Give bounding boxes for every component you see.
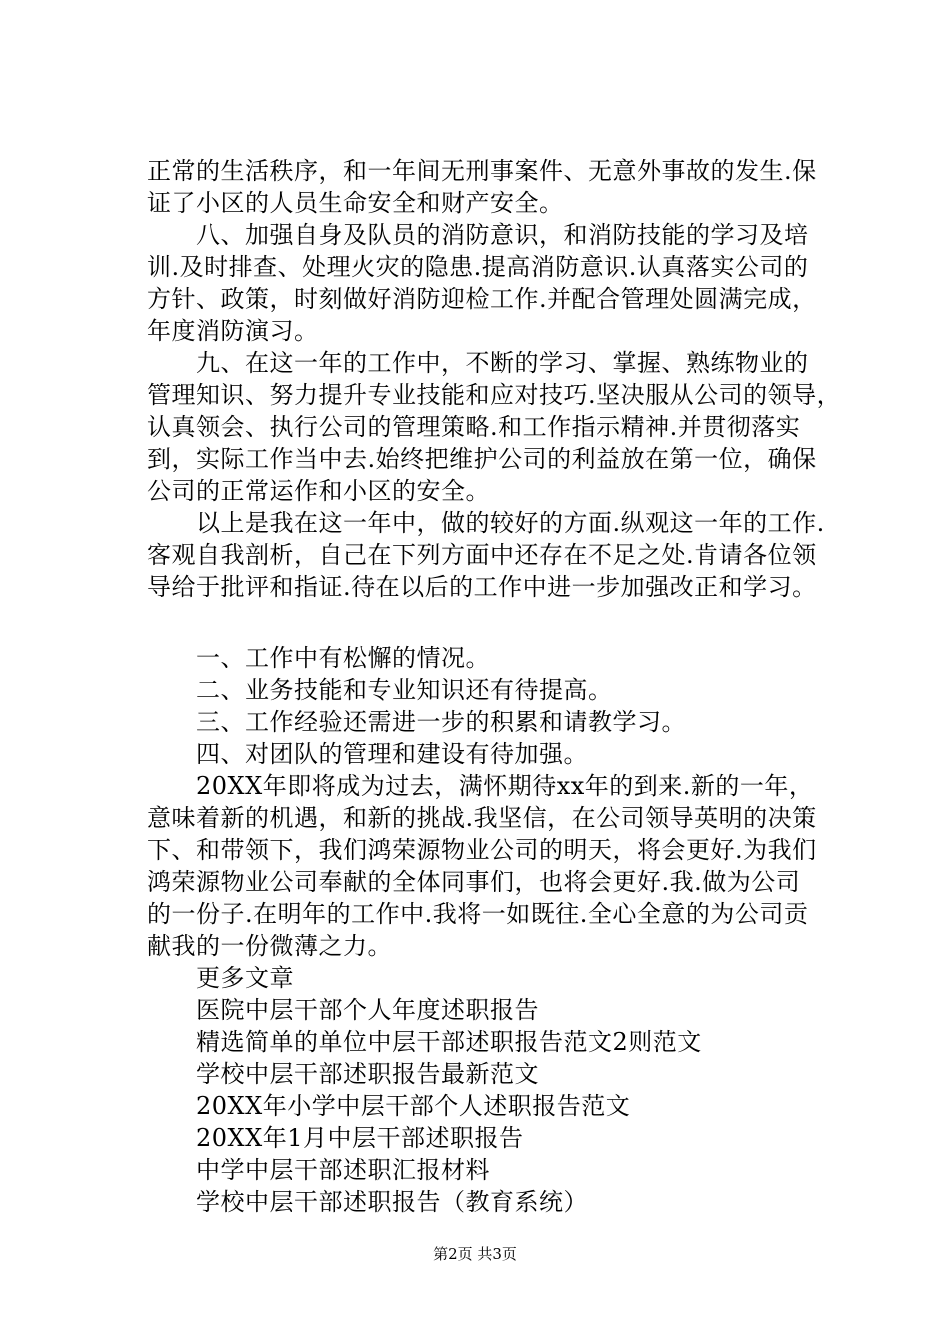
text-line: 方针、政策，时刻做好消防迎检工作.并配合管理处圆满完成， bbox=[147, 285, 817, 313]
related-article-link[interactable]: 20XX年小学中层干部个人述职报告范文 bbox=[147, 1092, 631, 1120]
page-number-footer: 第2页 共3页 bbox=[433, 1245, 517, 1263]
related-article-link[interactable]: 学校中层干部述职报告最新范文 bbox=[147, 1060, 539, 1088]
text-line: 公司的正常运作和小区的安全。 bbox=[147, 477, 490, 505]
text-line: 八、加强自身及队员的消防意识，和消防技能的学习及培 bbox=[147, 221, 809, 249]
text-line: 年度消防演习。 bbox=[147, 317, 319, 345]
text-line: 认真领会、执行公司的管理策略.和工作指示精神.并贯彻落实 bbox=[147, 413, 801, 441]
list-item: 三、工作经验还需进一步的积累和请教学习。 bbox=[147, 708, 686, 736]
text-line: 以上是我在这一年中，做的较好的方面.纵观这一年的工作. bbox=[147, 509, 825, 537]
text-line: 的一份子.在明年的工作中.我将一如既往.全心全意的为公司贡 bbox=[147, 900, 809, 928]
document-body bbox=[147, 155, 847, 1218]
text-line: 鸿荣源物业公司奉献的全体同事们，也将会更好.我.做为公司 bbox=[147, 868, 801, 896]
related-article-link[interactable]: 医院中层干部个人年度述职报告 bbox=[147, 996, 539, 1024]
paragraph-gap bbox=[147, 603, 847, 642]
text-line: 下、和带领下，我们鸿荣源物业公司的明天，将会更好.为我们 bbox=[147, 836, 817, 864]
text-line: 献我的一份微薄之力。 bbox=[147, 932, 392, 960]
list-item: 四、对团队的管理和建设有待加强。 bbox=[147, 740, 588, 768]
text-line: 意味着新的机遇，和新的挑战.我坚信，在公司领导英明的决策 bbox=[147, 804, 817, 832]
text-line: 正常的生活秩序，和一年间无刑事案件、无意外事故的发生.保 bbox=[147, 157, 817, 185]
text-line: 到，实际工作当中去.始终把维护公司的利益放在第一位，确保 bbox=[147, 445, 817, 473]
text-line: 导给于批评和指证.待在以后的工作中进一步加强改正和学习。 bbox=[147, 573, 817, 601]
more-articles-heading: 更多文章 bbox=[147, 964, 294, 992]
related-article-link[interactable]: 学校中层干部述职报告（教育系统） bbox=[147, 1188, 588, 1216]
text-line: 证了小区的人员生命安全和财产安全。 bbox=[147, 189, 564, 217]
text-line: 20XX年即将成为过去，满怀期待xx年的到来.新的一年， bbox=[147, 772, 814, 800]
text-line: 九、在这一年的工作中，不断的学习、掌握、熟练物业的 bbox=[147, 349, 809, 377]
list-item: 二、业务技能和专业知识还有待提高。 bbox=[147, 676, 613, 704]
related-article-link[interactable]: 精选简单的单位中层干部述职报告范文2则范文 bbox=[147, 1028, 702, 1056]
text-line: 训.及时排查、处理火灾的隐患.提高消防意识.认真落实公司的 bbox=[147, 253, 809, 281]
list-item: 一、工作中有松懈的情况。 bbox=[147, 644, 490, 672]
related-article-link[interactable]: 中学中层干部述职汇报材料 bbox=[147, 1156, 490, 1184]
text-line: 管理知识、努力提升专业技能和应对技巧.坚决服从公司的领导， bbox=[147, 381, 842, 409]
text-line: 客观自我剖析，自己在下列方面中还存在不足之处.肯请各位领 bbox=[147, 541, 817, 569]
related-article-link[interactable]: 20XX年1月中层干部述职报告 bbox=[147, 1124, 524, 1152]
